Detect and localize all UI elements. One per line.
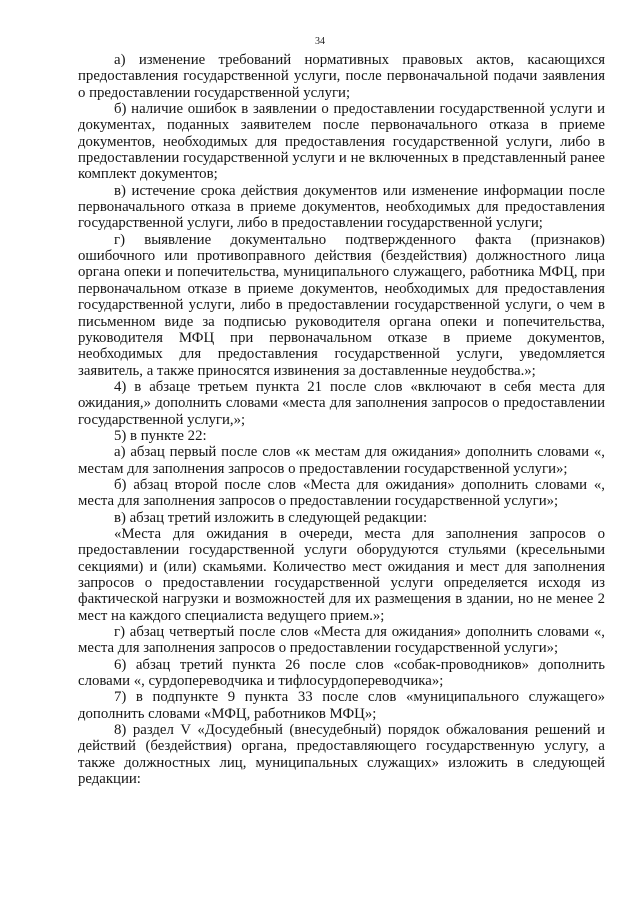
paragraph-14: 8) раздел V «Досудебный (внесудебный) порядок обжалования решений и действий (бездействия) органа, предоставляющего государственную услугу, а также должностных лиц, муниципальных служащих» изложить в следующей редакции: — [78, 722, 605, 788]
paragraph-5: 4) в абзаце третьем пункта 21 после слов «включают в себя места для ожидания,» дополнить словами «места для заполнения запросов о предоставлении государственной услуги,»; — [78, 378, 605, 428]
paragraph-12: 6) абзац третий пункта 26 после слов «собак-проводников» дополнить словами «, сурдопереводчика и тифлосурдопереводчика»; — [78, 656, 605, 690]
paragraph-10: «Места для ожидания в очереди, места для заполнения запросов о предоставлении государственной услуги оборудуются стульями (кресельными секциями) и (или) скамьями. Количество мест ожидания и мест для заполнения запросов о предоставлении государственной услуги определяется исходя из фактической нагрузки и возможностей для их размещения в здании, но не менее 2 мест на каждого специалиста ведущего прием.»; — [78, 525, 605, 624]
paragraph-9: в) абзац третий изложить в следующей редакции: — [114, 509, 428, 526]
paragraph-7: а) абзац первый после слов «к местам для ожидания» дополнить словами «, местам для заполнения запросов о предоставлении государственной услуги»; — [78, 444, 605, 477]
paragraph-6: 5) в пункте 22: — [114, 427, 207, 444]
paragraph-2: б) наличие ошибок в заявлении о предоставлении государственной услуги и документах, поданных заявителем после первоначального отказа в приеме документов, необходимых для предоставления государственной услуги, либо в предоставлении государственной услуги и не включенных в представленный ранее комплект документов; — [78, 101, 605, 183]
page-number: 34 — [315, 36, 325, 47]
document-body — [78, 52, 605, 787]
paragraph-4: г) выявление документально подтвержденного факта (признаков) ошибочного или противоправного действия (бездействия) должностного лица органа опеки и попечительства, муниципального служащего, работника МФЦ, при первоначальном отказе в приеме документов, необходимых для предоставления государственной услуги, либо в предоставлении государственной услуги, о чем в письменном виде за подписью руководителя органа опеки и попечительства, руководителя МФЦ при первоначальном отказе в приеме документов, необходимых для предоставления государственной услуги, уведомляется заявитель, а также приносятся извинения за доставленные неудобства.»; — [78, 231, 605, 379]
paragraph-3: в) истечение срока действия документов или изменение информации после первоначального отказа в приеме документов, необходимых для предоставления государственной услуги, либо в предоставлении государственной услуги; — [78, 182, 605, 232]
paragraph-8: б) абзац второй после слов «Места для ожидания» дополнить словами «, места для заполнения запросов о предоставлении государственной услуги»; — [78, 476, 605, 510]
paragraph-1: а) изменение требований нормативных правовых актов, касающихся предоставления государственной услуги, после первоначальной подачи заявления о предоставлении государственной услуги; — [78, 52, 605, 101]
paragraph-11: г) абзац четвертый после слов «Места для ожидания» дополнить словами «, места для заполнения запросов о предоставлении государственной услуги»; — [78, 624, 605, 657]
paragraph-13: 7) в подпункте 9 пункта 33 после слов «муниципального служащего» дополнить словами «МФЦ, работников МФЦ»; — [78, 689, 605, 722]
